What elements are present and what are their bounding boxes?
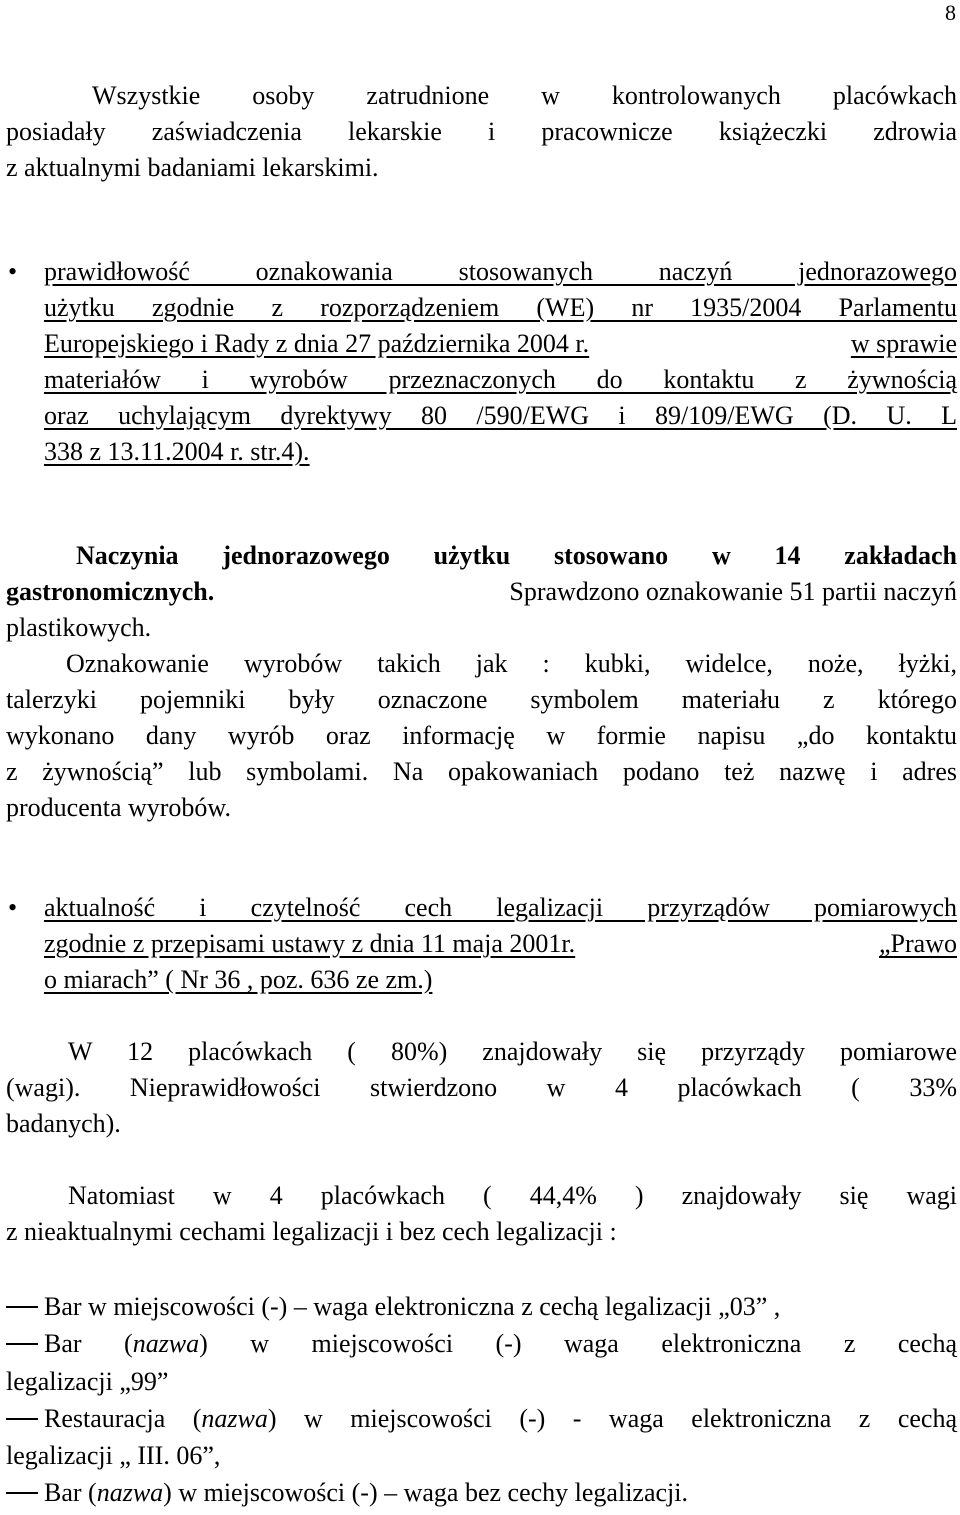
para1-line2: posiadały zaświadczenia lekarskie i pracownicze książeczki zdrowia [6,117,957,146]
bullet2-line1: aktualność i czytelność cech legalizacji przyrządów pomiarowych [44,893,957,922]
para2-line5: talerzyki pojemniki były oznaczone symbolem materiału z którego [6,685,957,714]
bullet1-line6: 338 z 13.11.2004 r. str.4). [44,437,310,466]
dash-icon [6,1306,38,1308]
dash-item-1: Bar w miejscowości (-) – waga elektroniczna z cechą legalizacji „03” , [44,1292,781,1321]
bullet1-line5: oraz uchylającym dyrektywy 80 /590/EWG i 89/109/EWG (D. U. L [44,401,957,430]
bullet-icon: • [8,257,18,286]
bullet-icon: • [8,893,18,922]
para3-line1: W 12 placówkach ( 80%) znajdowały się przyrządy pomiarowe [68,1037,957,1066]
bullet2-line2: zgodnie z przepisami ustawy z dnia 11 maja 2001r. „Prawo [44,929,957,958]
dash-icon [6,1418,38,1420]
para1-line1: Wszystkie osoby zatrudnione w kontrolowanych placówkach [92,81,957,110]
para2-line8: producenta wyrobów. [6,793,232,822]
para2-line4: Oznakowanie wyrobów takich jak : kubki, widelce, noże, łyżki, [66,649,957,678]
bullet1-line2: użytku zgodnie z rozporządzeniem (WE) nr 1935/2004 Parlamentu [44,293,957,322]
page-number: 8 [945,0,956,25]
para2-line6: wykonano dany wyrób oraz informację w formie napisu „do kontaktu [6,721,957,750]
para3-line3: badanych). [6,1109,121,1138]
dash-item-2-line2: legalizacji „99” [6,1367,169,1396]
bullet2-line3: o miarach” ( Nr 36 , poz. 636 ze zm.) [44,965,433,994]
dash-item-2-line1: Bar (nazwa) w miejscowości (-) waga elektroniczna z cechą [44,1329,958,1358]
dash-item-4: Bar (nazwa) w miejscowości (-) – waga bez cechy legalizacji. [44,1478,688,1507]
para1-line3: z aktualnymi badaniami lekarskimi. [6,153,379,182]
para2-line3: plastikowych. [6,613,152,642]
dash-icon [6,1492,38,1494]
bullet1-line4: materiałów i wyrobów przeznaczonych do kontaktu z żywnością [44,365,957,394]
dash-item-3-line2: legalizacji „ III. 06”, [6,1441,221,1470]
para3-line2: (wagi). Nieprawidłowości stwierdzono w 4 placówkach ( 33% [6,1073,957,1102]
bullet1-line1: prawidłowość oznakowania stosowanych naczyń jednorazowego [44,257,957,286]
para4-line1: Natomiast w 4 placówkach ( 44,4% ) znajdowały się wagi [68,1181,957,1210]
para2-line2: gastronomicznych. Sprawdzono oznakowanie 51 partii naczyń [6,577,957,606]
para2-line7: z żywnością” lub symbolami. Na opakowaniach podano też nazwę i adres [6,757,957,786]
bullet1-line3: Europejskiego i Rady z dnia 27 października 2004 r. w sprawie [44,329,957,358]
para4-line2: z nieaktualnymi cechami legalizacji i bez cech legalizacji : [6,1217,617,1246]
para2-line1: Naczynia jednorazowego użytku stosowano w 14 zakładach [76,541,957,570]
dash-icon [6,1343,38,1345]
dash-item-3-line1: Restauracja (nazwa) w miejscowości (-) - waga elektroniczna z cechą [44,1404,957,1433]
